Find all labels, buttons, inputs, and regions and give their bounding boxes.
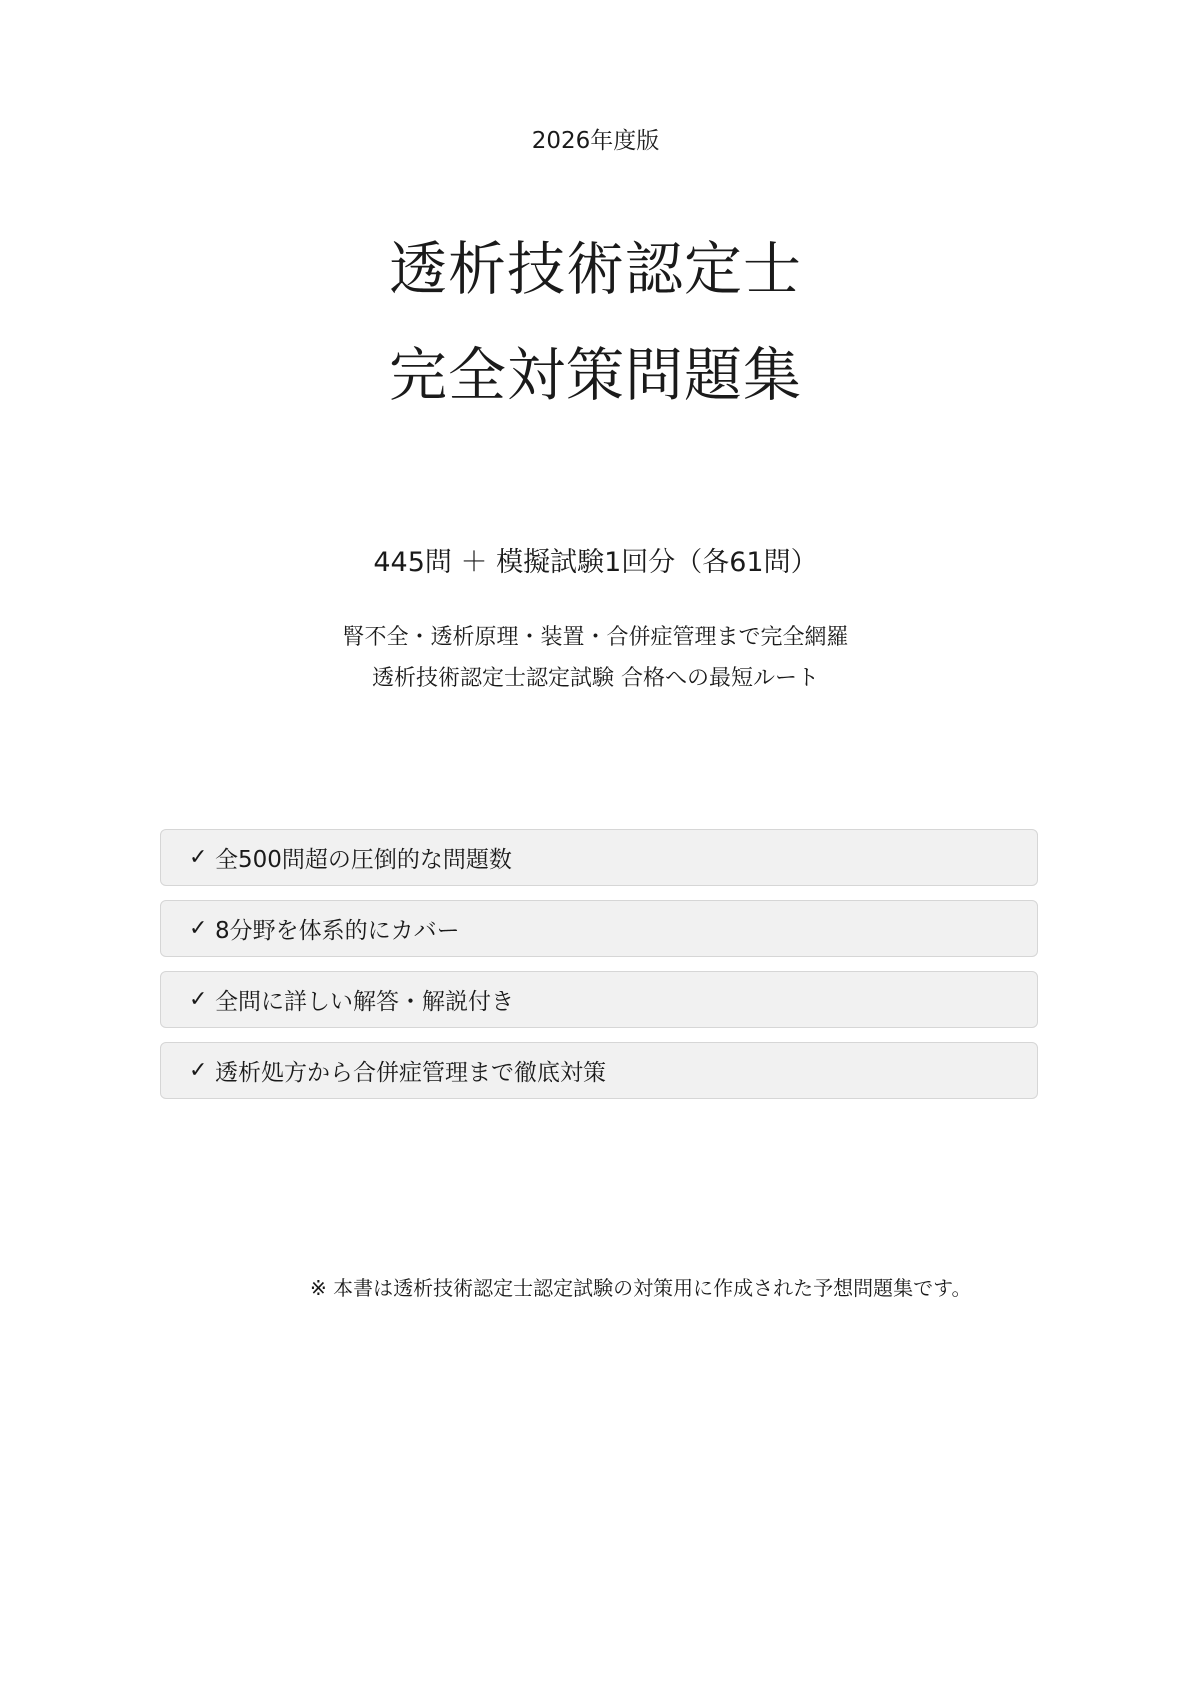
check-icon: ✓ <box>189 1058 208 1083</box>
feature-item <box>160 900 1038 957</box>
book-title-line-1: 透析技術認定士 <box>388 235 802 303</box>
feature-text: 透析処方から合併症管理まで徹底対策 <box>215 1060 606 1086</box>
tagline-line-1: 腎不全・透析原理・装置・合併症管理まで完全網羅 <box>342 625 849 650</box>
book-title-line-2: 完全対策問題集 <box>388 341 802 409</box>
feature-text: 8分野を体系的にカバー <box>215 918 460 944</box>
disclaimer-note: ※ 本書は透析技術認定士認定試験の対策用に作成された予想問題集です。 <box>310 1276 972 1300</box>
check-icon: ✓ <box>189 845 208 870</box>
feature-text: 全問に詳しい解答・解説付き <box>215 989 514 1015</box>
check-icon: ✓ <box>189 987 208 1012</box>
feature-list <box>160 829 1038 1113</box>
feature-text: 全500問超の圧倒的な問題数 <box>215 847 512 873</box>
feature-item <box>160 1042 1038 1099</box>
question-count: 445問 ＋ 模擬試験1回分（各61問） <box>373 547 818 578</box>
feature-item <box>160 971 1038 1028</box>
tagline-line-2: 透析技術認定士認定試験 合格への最短ルート <box>372 666 819 691</box>
check-icon: ✓ <box>189 916 208 941</box>
edition-label: 2026年度版 <box>531 128 660 154</box>
feature-item <box>160 829 1038 886</box>
